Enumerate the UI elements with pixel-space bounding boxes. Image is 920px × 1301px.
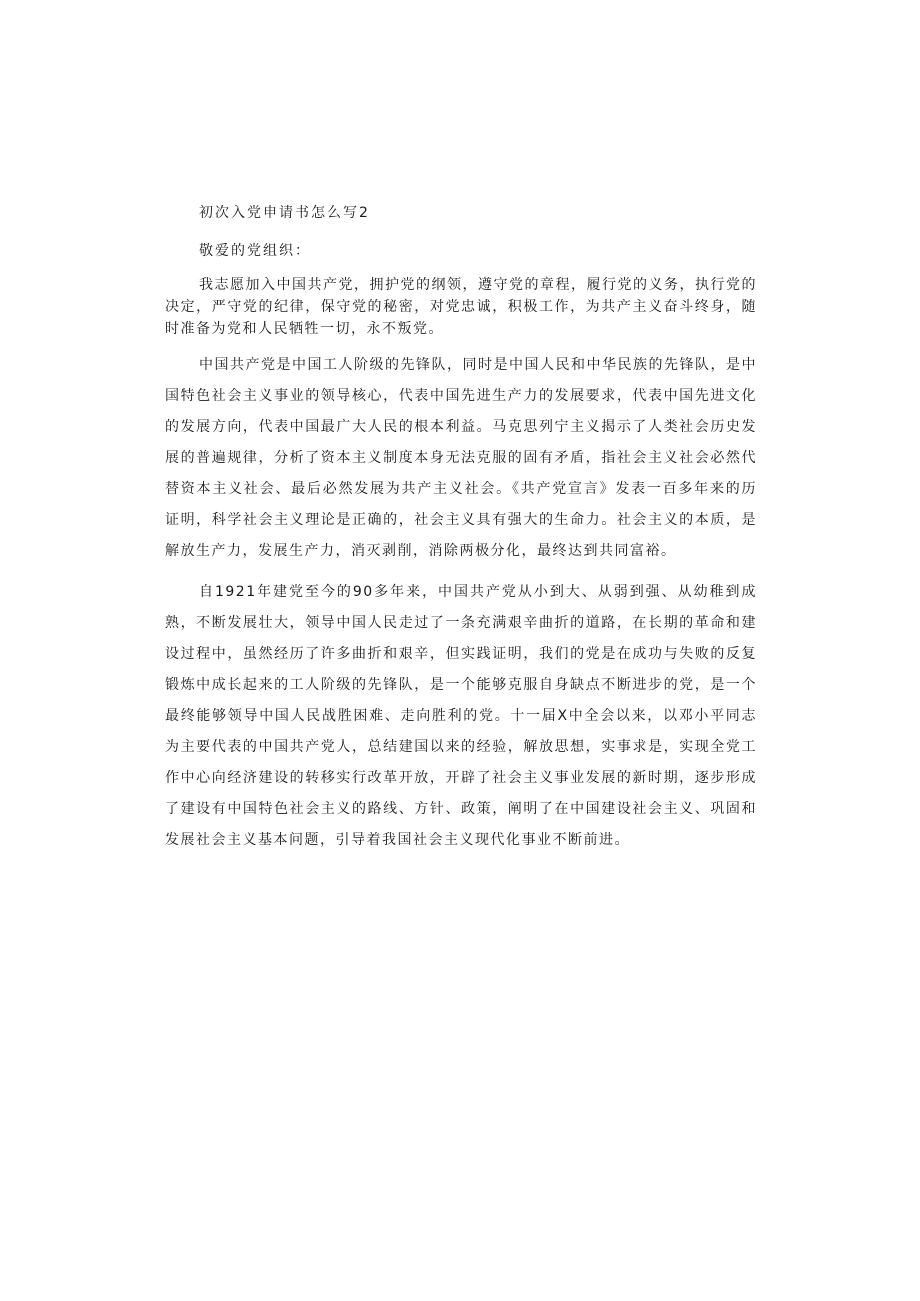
document-page — [165, 200, 757, 866]
paragraph-pledge: 我志愿加入中国共产党，拥护党的纲领，遵守党的章程，履行党的义务，执行党的决定，严守党的纪律，保守党的秘密，对党忠诚，积极工作，为共产主义奋斗终身，随时准备为党和人民牺牲一切，永不叛党。 — [165, 277, 757, 337]
paragraph-party-nature: 中国共产党是中国工人阶级的先锋队，同时是中国人民和中华民族的先锋队，是中国特色社会主义事业的领导核心，代表中国先进生产力的发展要求，代表中国先进文化的发展方向，代表中国最广大人民的根本利益。马克思列宁主义揭示了人类社会历史发展的普遍规律，分析了资本主义制度本身无法克服的固有矛盾，指社会主义社会必然代替资本主义社会、最后必然发展为共产主义社会。《共产党宣言》发表一百多年来的历证明，科学社会主义理论是正确的，社会主义具有强大的生命力。社会主义的本质，是解放生产力，发展生产力，消灭剥削，消除两极分化，最终达到共同富裕。 — [165, 357, 757, 559]
paragraph-party-history: 自1921年建党至今的90多年来，中国共产党从小到大、从弱到强、从幼稚到成熟，不断发展壮大，领导中国人民走过了一条充满艰辛曲折的道路，在长期的革命和建设过程中，虽然经历了许多曲折和艰辛，但实践证明，我们的党是在成功与失败的反复锻炼中成长起来的工人阶级的先锋队，是一个能够克服自身缺点不断进步的党，是一个最终能够领导中国人民战胜困难、走向胜利的党。十一届X中全会以来，以邓小平同志为主要代表的中国共产党人，总结建国以来的经验，解放思想，实事求是，实现全党工作中心向经济建设的转移实行改革开放，开辟了社会主义事业发展的新时期，逐步形成了建设有中国特色社会主义的路线、方针、政策，阐明了在中国建设社会主义、巩固和发展社会主义基本问题，引导着我国社会主义现代化事业不断前进。 — [165, 584, 757, 848]
salutation: 敬爱的党组织： — [199, 243, 311, 259]
document-title: 初次入党申请书怎么写2 — [199, 205, 370, 221]
